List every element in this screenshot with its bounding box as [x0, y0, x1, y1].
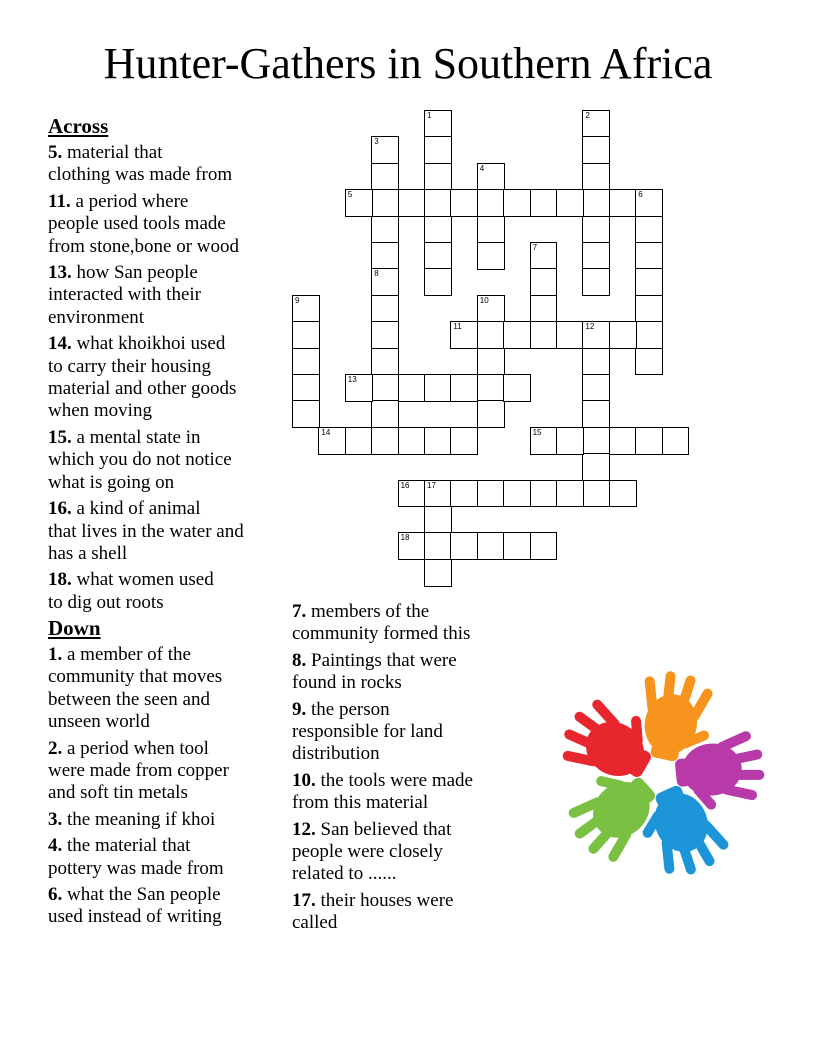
grid-cell[interactable] — [450, 480, 478, 508]
clue-text: used instead of writing — [48, 906, 222, 928]
grid-cell[interactable] — [477, 348, 505, 376]
grid-cell[interactable] — [424, 268, 452, 296]
clue-item — [292, 890, 522, 935]
grid-cell[interactable] — [450, 321, 478, 349]
grid-cell[interactable] — [530, 321, 558, 349]
cell-number: 12 — [585, 322, 595, 332]
down-clue-list-left — [48, 644, 288, 933]
clue-text: their houses were — [315, 889, 454, 911]
grid-cell[interactable] — [371, 242, 399, 270]
clue-text: found in rocks — [292, 672, 402, 694]
grid-cell[interactable] — [530, 480, 558, 508]
clue-item — [48, 738, 288, 805]
grid-cell[interactable] — [398, 427, 426, 455]
grid-cell[interactable] — [609, 189, 637, 217]
grid-cell[interactable] — [398, 532, 426, 560]
cell-number: 11 — [453, 322, 462, 332]
cell-number: 6 — [638, 190, 643, 200]
clue-text: has a shell — [48, 542, 128, 564]
clue-text: that lives in the water and — [48, 520, 244, 542]
grid-cell[interactable] — [530, 532, 558, 560]
grid-cell[interactable] — [345, 189, 373, 217]
grid-cell[interactable] — [371, 189, 399, 217]
page-title: Hunter-Gathers in Southern Africa — [103, 39, 713, 88]
grid-cell[interactable] — [371, 400, 399, 428]
clue-text: community that moves — [48, 666, 223, 688]
clue-text: Paintings that were — [306, 649, 457, 671]
clue-text: between the seen and — [48, 688, 210, 710]
grid-cell[interactable] — [292, 321, 320, 349]
clue-number: 3. — [48, 808, 63, 830]
grid-cell[interactable] — [424, 374, 452, 402]
clue-item — [48, 333, 288, 423]
clue-item — [48, 427, 288, 494]
clue-text: what the San people — [62, 884, 221, 906]
cell-number: 5 — [347, 190, 353, 200]
clue-number: 4. — [48, 835, 63, 857]
grid-cell[interactable] — [582, 321, 610, 349]
clue-text: from stone,bone or wood — [48, 235, 240, 257]
clue-text: related to ...... — [292, 863, 397, 885]
grid-cell[interactable] — [398, 480, 426, 508]
grid-cell[interactable] — [371, 321, 399, 349]
grid-cell[interactable] — [292, 400, 320, 428]
clue-text: how San people — [71, 262, 198, 284]
grid-cell[interactable] — [371, 348, 399, 376]
grid-cell[interactable] — [582, 268, 610, 296]
grid-cell[interactable] — [582, 480, 610, 508]
clue-number: 2. — [48, 737, 63, 759]
clue-text: clothing was made from — [48, 164, 233, 186]
grid-cell[interactable] — [477, 480, 505, 508]
clue-text: a period when tool — [62, 737, 209, 759]
clue-number: 15. — [48, 426, 72, 448]
grid-cell[interactable] — [503, 189, 531, 217]
grid-cell[interactable] — [477, 163, 505, 191]
cell-number: 15 — [532, 427, 542, 437]
clue-text: a mental state in — [71, 426, 201, 448]
grid-cell[interactable] — [556, 480, 584, 508]
grid-cell[interactable] — [556, 189, 584, 217]
clue-number: 10. — [292, 769, 316, 791]
grid-cell[interactable] — [503, 321, 531, 349]
grid-cell[interactable] — [477, 400, 505, 428]
clue-text: from this material — [292, 792, 429, 814]
clue-number: 13. — [48, 262, 72, 284]
grid-cell[interactable] — [582, 348, 610, 376]
grid-cell[interactable] — [635, 242, 663, 270]
grid-cell[interactable] — [582, 453, 610, 481]
grid-cell[interactable] — [477, 242, 505, 270]
cell-number: 2 — [585, 111, 590, 120]
cell-number: 16 — [400, 480, 410, 490]
clue-item — [48, 569, 288, 614]
clue-text: which you do not notice — [48, 449, 232, 471]
grid-cell[interactable] — [477, 321, 505, 349]
clue-item — [48, 498, 288, 565]
grid-cell[interactable] — [556, 321, 584, 349]
grid-cell[interactable] — [503, 374, 531, 402]
grid-cell[interactable] — [530, 295, 558, 323]
clue-number: 11. — [48, 190, 71, 212]
grid-cell[interactable] — [635, 268, 663, 296]
clue-text: environment — [48, 306, 145, 328]
grid-cell[interactable] — [609, 480, 637, 508]
grid-cell[interactable] — [424, 110, 452, 138]
grid-cell[interactable] — [345, 374, 373, 402]
grid-cell[interactable] — [424, 136, 452, 164]
clue-number: 17. — [292, 889, 316, 911]
clue-text: to carry their housing — [48, 355, 212, 377]
clue-text: members of the — [306, 601, 430, 622]
cell-number: 17 — [427, 480, 436, 490]
clue-text: what khoikhoi used — [71, 333, 226, 355]
grid-cell[interactable] — [609, 321, 637, 349]
grid-cell[interactable] — [635, 189, 663, 217]
clue-item — [292, 650, 522, 695]
across-heading: Across — [48, 114, 109, 138]
grid-cell[interactable] — [609, 427, 637, 455]
grid-cell[interactable] — [582, 110, 610, 138]
grid-cell[interactable] — [477, 374, 505, 402]
grid-cell[interactable] — [477, 295, 505, 323]
clue-text: were made from copper — [48, 760, 229, 782]
clue-text: material and other goods — [48, 378, 237, 400]
grid-cell[interactable] — [371, 163, 399, 191]
grid-cell[interactable] — [582, 400, 610, 428]
grid-cell[interactable] — [635, 216, 663, 244]
grid-cell[interactable] — [530, 189, 558, 217]
grid-cell[interactable] — [635, 427, 663, 455]
across-clue-list — [48, 142, 288, 618]
clue-text: the person — [306, 698, 390, 720]
grid-cell[interactable] — [424, 480, 452, 508]
clue-text: responsible for land — [292, 721, 443, 743]
clue-text: the meaning if khoi — [62, 808, 216, 830]
grid-cell[interactable] — [450, 532, 478, 560]
handprint-circle-icon — [530, 655, 790, 895]
cell-number: 9 — [295, 295, 300, 305]
grid-cell[interactable] — [530, 427, 558, 455]
grid-cell[interactable] — [503, 532, 531, 560]
clue-text: called — [292, 912, 338, 934]
clue-text: pottery was made from — [48, 857, 224, 879]
grid-cell[interactable] — [582, 189, 610, 217]
grid-cell[interactable] — [371, 268, 399, 296]
clue-text: a member of the — [62, 644, 191, 665]
clue-text: to dig out roots — [48, 591, 164, 613]
down-clue-list-right — [292, 601, 522, 939]
grid-cell[interactable] — [424, 559, 452, 587]
grid-cell[interactable] — [345, 427, 373, 455]
clue-number: 1. — [48, 644, 63, 665]
grid-cell[interactable] — [530, 242, 558, 270]
cell-number: 13 — [347, 375, 357, 384]
clue-text: what is going on — [48, 471, 175, 493]
grid-cell[interactable] — [424, 506, 452, 534]
grid-cell[interactable] — [371, 427, 399, 455]
grid-cell[interactable] — [424, 532, 452, 560]
grid-cell[interactable] — [424, 163, 452, 191]
grid-cell[interactable] — [477, 532, 505, 560]
cell-number: 10 — [479, 295, 489, 305]
cell-number: 14 — [321, 427, 331, 437]
grid-cell[interactable] — [292, 348, 320, 376]
clue-number: 16. — [48, 498, 72, 520]
clue-text: a kind of animal — [71, 498, 201, 520]
grid-cell[interactable] — [424, 427, 452, 455]
grid-cell[interactable] — [582, 163, 610, 191]
grid-cell[interactable] — [450, 374, 478, 402]
clue-item — [48, 809, 288, 831]
grid-cell[interactable] — [424, 189, 452, 217]
grid-cell[interactable] — [371, 216, 399, 244]
grid-cell[interactable] — [424, 242, 452, 270]
grid-cell[interactable] — [530, 268, 558, 296]
clue-item — [48, 191, 288, 258]
clue-text: people were closely — [292, 841, 443, 863]
grid-cell[interactable] — [582, 242, 610, 270]
clue-text: San believed that — [315, 818, 452, 840]
grid-cell[interactable] — [398, 374, 426, 402]
grid-cell[interactable] — [371, 136, 399, 164]
clue-item — [292, 819, 522, 886]
cell-number: 1 — [427, 111, 432, 120]
grid-cell[interactable] — [371, 295, 399, 323]
clue-number: 8. — [292, 649, 307, 671]
clue-item — [48, 644, 288, 734]
clue-number: 14. — [48, 333, 72, 355]
clue-item — [292, 601, 522, 646]
grid-cell[interactable] — [371, 374, 399, 402]
clue-number: 7. — [292, 601, 307, 622]
clue-text: interacted with their — [48, 284, 201, 306]
cell-number: 4 — [479, 163, 485, 173]
cell-number: 3 — [374, 137, 379, 147]
clue-item — [48, 142, 288, 187]
clue-text: and soft tin metals — [48, 782, 188, 804]
grid-cell[interactable] — [450, 189, 478, 217]
clue-item — [292, 770, 522, 815]
cell-number: 8 — [374, 269, 379, 279]
clue-number: 5. — [48, 142, 63, 163]
grid-cell[interactable] — [292, 295, 320, 323]
grid-cell[interactable] — [450, 427, 478, 455]
clue-number: 12. — [292, 818, 316, 840]
clue-text: material that — [62, 142, 163, 163]
grid-cell[interactable] — [582, 427, 610, 455]
clue-text: what women used — [71, 569, 214, 591]
clue-number: 6. — [48, 884, 63, 906]
clue-text: community formed this — [292, 623, 471, 645]
grid-cell[interactable] — [582, 216, 610, 244]
cell-number: 18 — [400, 533, 410, 543]
clue-item — [292, 699, 522, 766]
cell-number: 7 — [532, 243, 538, 252]
grid-cell[interactable] — [635, 295, 663, 323]
clue-item — [48, 884, 288, 929]
down-heading: Down — [48, 616, 101, 640]
grid-cell[interactable] — [662, 427, 690, 455]
grid-cell[interactable] — [503, 480, 531, 508]
clue-text: people used tools made — [48, 213, 226, 235]
grid-cell[interactable] — [582, 374, 610, 402]
grid-cell[interactable] — [556, 427, 584, 455]
clue-text: the tools were made — [315, 769, 473, 791]
grid-cell[interactable] — [318, 427, 346, 455]
grid-cell[interactable] — [635, 321, 663, 349]
clue-text: the material that — [62, 835, 191, 857]
clue-number: 9. — [292, 698, 307, 720]
clue-item — [48, 262, 288, 329]
clue-text: unseen world — [48, 711, 150, 733]
grid-cell[interactable] — [635, 348, 663, 376]
clue-text: a period where — [70, 190, 189, 212]
clue-text: distribution — [292, 743, 380, 765]
grid-cell[interactable] — [424, 216, 452, 244]
grid-cell[interactable] — [477, 216, 505, 244]
clue-item — [48, 835, 288, 880]
grid-cell[interactable] — [477, 189, 505, 217]
clue-number: 18. — [48, 569, 72, 591]
grid-cell[interactable] — [292, 374, 320, 402]
grid-cell[interactable] — [582, 136, 610, 164]
grid-cell[interactable] — [398, 189, 426, 217]
clue-text: when moving — [48, 400, 152, 422]
